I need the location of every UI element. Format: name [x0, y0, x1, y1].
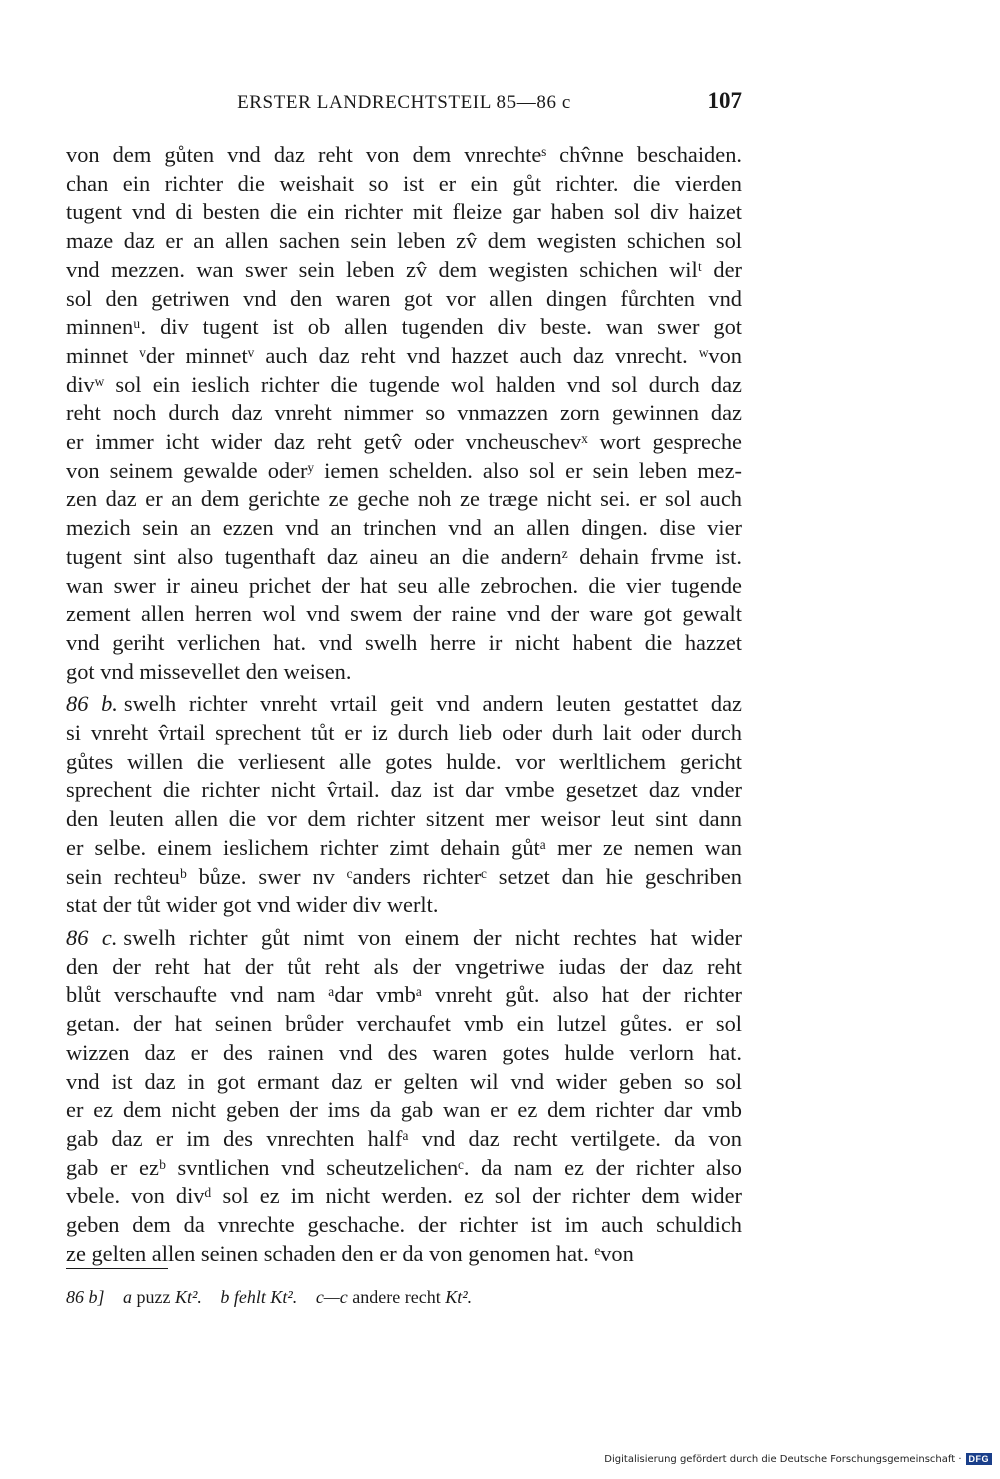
dfg-logo: DFG [966, 1453, 993, 1465]
text-line: minnenᵘ. div tugent ist ob allen tugenden div beste. wan swer got [66, 314, 742, 340]
text-line: wizzen daz er des rainen vnd des waren gotes hulde verlorn hat. [66, 1039, 742, 1065]
text-line: got vnd missevellet den weisen. [66, 658, 352, 684]
text-line: si vnreht v̂rtail sprechent tůt er iz durch lieb oder durh lait oder durch [66, 720, 742, 746]
text-line: vnd geriht verlichen hat. vnd swelh herre ir nicht habent die hazzet [66, 629, 742, 655]
footnotes [66, 1287, 742, 1308]
text-line: gab er ezᵇ svntlichen vnd scheutzelichenᶜ. da nam ez der richter also [66, 1154, 742, 1180]
running-title: ERSTER LANDRECHTSTEIL 85—86 c [237, 92, 571, 113]
footnote-rule [66, 1268, 168, 1269]
text-line: minnet ᵛder minnetᵛ auch daz reht vnd hazzet auch daz vnrecht. ʷvon [66, 342, 742, 368]
text-line: tugent vnd di besten die ein richter mit fleize gar haben sol div haizet [66, 199, 742, 225]
text-line: 86 c. swelh richter gůt nimt von einem der nicht rechtes hat wider [66, 924, 742, 950]
section-number: 86 c. [66, 924, 118, 950]
text-line: den leuten allen die vor dem richter sitzent mer weisor leut sint dann [66, 806, 742, 832]
text-line: stat der tůt wider got vnd wider div werlt. [66, 892, 439, 918]
footnote-ref: 86 b] [66, 1287, 105, 1307]
text-line: mezich sein an ezzen vnd an trinchen vnd an allen dingen. dise vier [66, 515, 742, 541]
text-line: 86 b. swelh richter vnreht vrtail geit vnd andern leuten gestattet daz [66, 691, 742, 717]
text-line: sprechent die richter nicht v̂rtail. daz ist dar vmbe gesetzet daz vnder [66, 777, 742, 803]
text-line: wan swer ir aineu prichet der hat seu alle zebrochen. die vier tugende [66, 572, 742, 598]
text-line: blůt verschaufte vnd nam ᵃdar vmbᵃ vnreht gůt. also hat der richter [66, 982, 742, 1008]
paragraph-86c [66, 924, 742, 1268]
footnote-item: b fehlt Kt². [220, 1287, 298, 1307]
text-line: er selbe. einem ieslichem richter zimt dehain gůtᵃ mer ze nemen wan [66, 834, 742, 860]
page-header [66, 88, 742, 122]
text-line: gůtes willen die verliesent alle gotes hulde. vor werltlichem gericht [66, 748, 742, 774]
paragraph-86a [66, 141, 742, 686]
text-line: vnd ist daz in got ermant daz er gelten wil vnd wider geben so sol [66, 1068, 742, 1094]
funding-notice [604, 1453, 992, 1465]
text-line: tugent sint also tugenthaft daz aineu an die andernᶻ dehain frvme ist. [66, 543, 742, 569]
body-text [66, 141, 742, 1268]
text-line: zen daz er an dem gerichte ze geche noh ze træge nicht sei. er sol auch [66, 486, 742, 512]
text-line: er immer icht wider daz reht getv̂ oder vncheuschevˣ wort gespreche [66, 429, 742, 455]
text-line: von dem gůten vnd daz reht von dem vnrechteˢ chv̂nne beschaiden. [66, 142, 742, 167]
text-line: geben dem da vnrechte geschache. der richter ist im auch schuldich [66, 1212, 742, 1238]
text-line: zement allen herren wol vnd swem der raine vnd der ware got gewalt [66, 601, 742, 627]
text-line: vnd mezzen. wan swer sein leben zv̂ dem wegisten schichen wilᵗ der [66, 256, 742, 282]
text-line: divʷ sol ein ieslich richter die tugende wol halden vnd sol durch daz [66, 371, 742, 397]
text-line: maze daz er an allen sachen sein leben zv̂ dem wegisten schichen sol [66, 228, 742, 254]
text-line: er ez dem nicht geben der ims da gab wan er ez dem richter dar vmb [66, 1097, 742, 1123]
text-line: chan ein richter die weishait so ist er ein gůt richter. die vierden [66, 170, 742, 196]
text-line: den der reht hat der tůt reht als der vngetriwe iudas der daz reht [66, 953, 742, 979]
text-line: gab daz er im des vnrechten halfᵃ vnd daz recht vertilgete. da von [66, 1125, 742, 1151]
page-number: 107 [707, 88, 742, 113]
text-line: reht noch durch daz vnreht nimmer so vnmazzen zorn gewinnen daz [66, 400, 742, 426]
footnote-item: a puzz Kt². [123, 1287, 202, 1307]
section-number: 86 b. [66, 691, 118, 717]
text-line: sein rechteuᵇ bůze. swer nv ᶜanders richterᶜ setzet dan hie geschriben [66, 863, 742, 889]
text-line: sol den getriwen vnd den waren got vor allen dingen fůrchten vnd [66, 285, 742, 311]
paragraph-86b [66, 690, 742, 920]
text-line: von seinem gewalde oderʸ iemen schelden. also sol er sein leben mez- [66, 457, 742, 483]
footnote-item: c—c andere recht Kt². [315, 1287, 473, 1307]
text-line: vbele. von divᵈ sol ez im nicht werden. ez sol der richter dem wider [66, 1183, 742, 1209]
funding-text: Digitalisierung gefördert durch die Deutsche Forschungsgemeinschaft · [604, 1453, 962, 1465]
text-line: ze gelten allen seinen schaden den er da von genomen hat. ᵉvon [66, 1240, 634, 1266]
text-line: getan. der hat seinen brůder verchaufet vmb ein lutzel gůtes. er sol [66, 1011, 742, 1037]
